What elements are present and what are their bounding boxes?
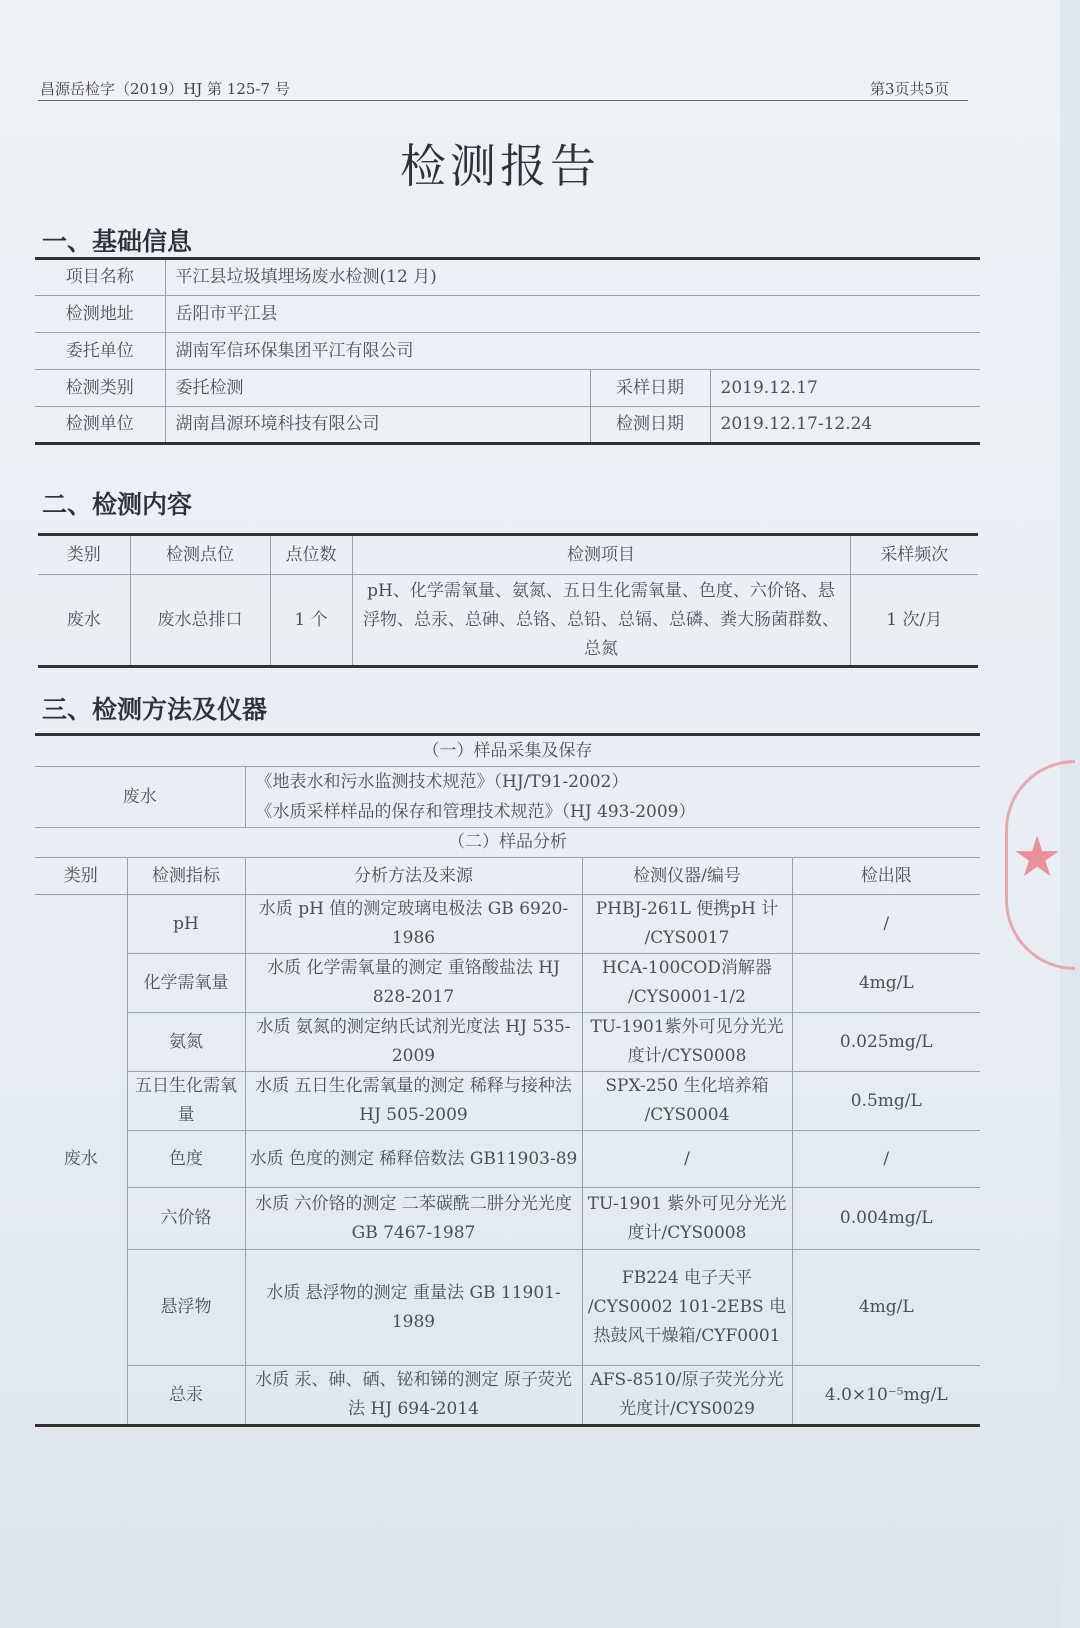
label: 检测日期 [590,407,710,444]
table-row [35,1250,980,1366]
column-header: 检测点位 [130,535,270,575]
column-header: 检测项目 [352,535,850,575]
limit: 4mg/L [792,1250,980,1366]
table-header [35,858,980,895]
limit: 0.5mg/L [792,1072,980,1131]
limit: / [792,1131,980,1188]
table-row [35,1072,980,1131]
value: 2019.12.17 [710,370,980,407]
indicator: 化学需氧量 [127,954,245,1013]
column-header: 点位数 [270,535,352,575]
indicator: 悬浮物 [127,1250,245,1366]
table-header [38,535,978,575]
page-title: 检测报告 [400,139,600,193]
method: 水质 汞、砷、硒、铋和锑的测定 原子荧光法 HJ 694-2014 [245,1366,582,1426]
page-info: 第3页共5页 [870,80,950,98]
method: 水质 化学需氧量的测定 重铬酸盐法 HJ 828-2017 [245,954,582,1013]
limit: 4.0×10⁻⁵mg/L [792,1366,980,1426]
label: 检测类别 [35,370,165,407]
indicator: 总汞 [127,1366,245,1426]
table-row [35,259,980,296]
table-row [35,954,980,1013]
instrument: PHBJ-261L 便携pH 计 /CYS0017 [582,895,792,954]
table-row [35,767,980,828]
column-header: 检测指标 [127,858,245,895]
frequency: 1 次/月 [850,575,978,667]
label: 采样日期 [590,370,710,407]
label: 项目名称 [35,259,165,296]
indicator: 氨氮 [127,1013,245,1072]
section3-heading: 三、检测方法及仪器 [42,695,268,724]
column-header: 分析方法及来源 [245,858,582,895]
method: 水质 六价铬的测定 二苯碳酰二肼分光光度 GB 7467-1987 [245,1188,582,1250]
section2-heading: 二、检测内容 [42,490,193,519]
instrument: AFS-8510/原子荧光分光光度计/CYS0029 [582,1366,792,1426]
table-row [35,1131,980,1188]
spec: 《水质采样样品的保存和管理技术规范》（HJ 493-2009） [255,802,696,822]
header-divider [38,100,968,101]
table-row [35,1013,980,1072]
column-header: 类别 [35,858,127,895]
value: 委托检测 [165,370,590,407]
table-row [35,1366,980,1426]
spec: 《地表水和污水监测技术规范》（HJ/T91-2002） [255,772,629,792]
table-row [35,407,980,444]
value: 岳阳市平江县 [165,296,980,333]
instrument: TU-1901 紫外可见分光光度计/CYS0008 [582,1188,792,1250]
items: pH、化学需氧量、氨氮、五日生化需氧量、色度、六价铬、悬浮物、总汞、总砷、总铬、总铅、总镉、总磷、粪大肠菌群数、总氮 [352,575,850,667]
doc-number: 昌源岳检字（2019）HJ 第 125-7 号 [40,80,290,98]
count: 1 个 [270,575,352,667]
column-header: 检测仪器/编号 [582,858,792,895]
column-header: 类别 [38,535,130,575]
value: 湖南军信环保集团平江有限公司 [165,333,980,370]
indicator: 六价铬 [127,1188,245,1250]
column-header: 检出限 [792,858,980,895]
value: 平江县垃圾填埋场废水检测(12 月) [165,259,980,296]
value: 2019.12.17-12.24 [710,407,980,444]
method: 水质 色度的测定 稀释倍数法 GB11903-89 [245,1131,582,1188]
table-row [35,333,980,370]
table-row [38,575,978,667]
table-row [35,296,980,333]
indicator: 五日生化需氧量 [127,1072,245,1131]
content-table [38,533,978,668]
section1-heading: 一、基础信息 [42,227,193,256]
indicator: 色度 [127,1131,245,1188]
limit: 0.025mg/L [792,1013,980,1072]
limit: 0.004mg/L [792,1188,980,1250]
instrument: SPX-250 生化培养箱 /CYS0004 [582,1072,792,1131]
seal-star-icon: ★ [1012,825,1063,890]
table-row [35,1188,980,1250]
limit: 4mg/L [792,954,980,1013]
value: 湖南昌源环境科技有限公司 [165,407,590,444]
instrument: / [582,1131,792,1188]
table-row [35,370,980,407]
table-row [35,895,980,954]
instrument: TU-1901紫外可见分光光度计/CYS0008 [582,1013,792,1072]
method: 水质 悬浮物的测定 重量法 GB 11901-1989 [245,1250,582,1366]
method: 水质 pH 值的测定玻璃电极法 GB 6920-1986 [245,895,582,954]
subsection-heading: （一）样品采集及保存 [35,735,980,767]
sampling-specs [245,767,980,828]
label: 委托单位 [35,333,165,370]
indicator: pH [127,895,245,954]
category: 废水 [35,767,245,828]
basic-info-table [35,257,980,445]
methods-table [35,733,980,1427]
label: 检测地址 [35,296,165,333]
category: 废水 [35,895,127,1426]
instrument: HCA-100COD消解器 /CYS0001-1/2 [582,954,792,1013]
method: 水质 氨氮的测定纳氏试剂光度法 HJ 535-2009 [245,1013,582,1072]
instrument: FB224 电子天平 /CYS0002 101-2EBS 电热鼓风干燥箱/CYF0001 [582,1250,792,1366]
label: 检测单位 [35,407,165,444]
subsection-heading: （二）样品分析 [35,828,980,858]
point: 废水总排口 [130,575,270,667]
limit: / [792,895,980,954]
column-header: 采样频次 [850,535,978,575]
method: 水质 五日生化需氧量的测定 稀释与接种法 HJ 505-2009 [245,1072,582,1131]
category: 废水 [38,575,130,667]
